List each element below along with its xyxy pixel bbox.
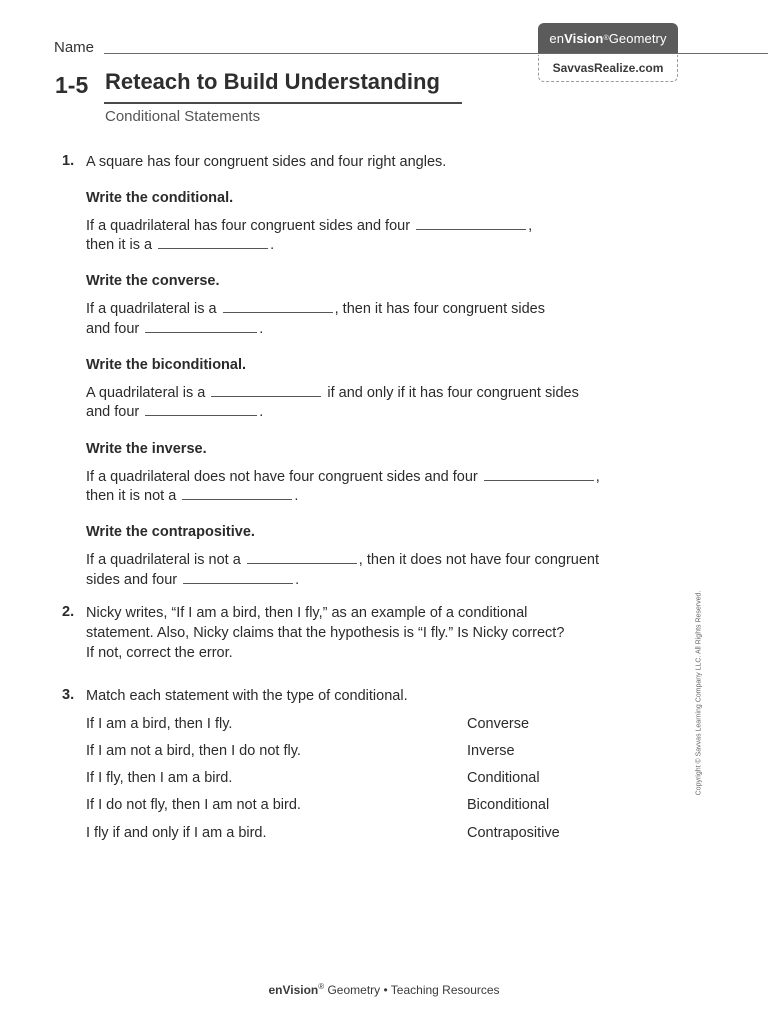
inverse-text-2b: . [294, 488, 299, 504]
page-title: Reteach to Build Understanding [105, 69, 440, 94]
inverse-heading: Write the inverse. [86, 441, 207, 457]
brand-en: en [549, 30, 565, 46]
inverse-line-2 [86, 486, 298, 506]
name-label: Name [54, 39, 95, 56]
converse-heading: Write the converse. [86, 273, 220, 289]
biconditional-heading: Write the biconditional. [86, 357, 247, 373]
q3-statement-1: If I am a bird, then I fly. [86, 716, 233, 732]
footer-brand: enVision [268, 983, 319, 997]
converse-text-2b: . [259, 321, 264, 337]
contrapositive-heading: Write the contrapositive. [86, 524, 255, 540]
inverse-blank-1[interactable] [484, 479, 594, 481]
contrapositive-line-2 [86, 570, 299, 590]
conditional-text-2a: then it is a [86, 237, 153, 253]
footer-mark: ® [318, 982, 325, 991]
q2-line-3: If not, correct the error. [86, 645, 233, 661]
name-write-line[interactable] [104, 53, 538, 54]
biconditional-text-2a: and four [86, 404, 140, 420]
inverse-line-1 [86, 467, 600, 487]
biconditional-text-1a: A quadrilateral is a [86, 385, 206, 401]
q2-line-1: Nicky writes, “If I am a bird, then I fly,” as an example of a conditional [86, 605, 528, 621]
savvas-realize-link[interactable]: SavvasRealize.com [538, 55, 678, 82]
converse-blank-1[interactable] [223, 311, 333, 313]
contrapositive-text-1a: If a quadrilateral is not a [86, 552, 241, 568]
conditional-blank-2[interactable] [158, 247, 268, 249]
q3-number: 3. [62, 687, 75, 703]
contrapositive-text-1b: , then it does not have four congruent [358, 552, 600, 568]
conditional-text-1b: , [528, 218, 533, 234]
biconditional-text-2b: . [259, 404, 264, 420]
q3-statement-3: If I fly, then I am a bird. [86, 770, 233, 786]
q1-number: 1. [62, 153, 75, 169]
q1-prompt: A square has four congruent sides and four right angles. [86, 154, 447, 170]
contrapositive-line-1 [86, 550, 599, 570]
lesson-number: 1-5 [55, 72, 89, 98]
contrapositive-blank-2[interactable] [183, 582, 293, 584]
contrapositive-blank-1[interactable] [247, 562, 357, 564]
q3-type-5: Contrapositive [467, 825, 560, 841]
biconditional-blank-1[interactable] [211, 395, 321, 397]
q2-number: 2. [62, 604, 75, 620]
inverse-text-2a: then it is not a [86, 488, 177, 504]
contrapositive-text-2b: . [295, 572, 300, 588]
brand-vision: Vision [564, 30, 604, 46]
page-subtitle: Conditional Statements [105, 108, 261, 125]
q3-statement-2: If I am not a bird, then I do not fly. [86, 743, 301, 759]
converse-text-2a: and four [86, 321, 140, 337]
biconditional-line-2 [86, 402, 263, 422]
q3-statement-4: If I do not fly, then I am not a bird. [86, 797, 301, 813]
biconditional-line-1 [86, 383, 579, 403]
inverse-text-1b: , [595, 469, 600, 485]
biconditional-text-1b: if and only if it has four congruent sides [327, 385, 579, 401]
copyright-notice: Copyright © Savvas Learning Company LLC. All Rights Reserved. [695, 590, 703, 796]
brand-product: Geometry [608, 30, 667, 46]
q3-type-4: Biconditional [467, 797, 550, 813]
conditional-text-1a: If a quadrilateral has four congruent sides and four [86, 218, 411, 234]
conditional-heading: Write the conditional. [86, 190, 234, 206]
converse-text-1b: , then it has four congruent sides [334, 301, 545, 317]
q3-prompt: Match each statement with the type of conditional. [86, 688, 408, 704]
conditional-text-2b: . [270, 237, 275, 253]
title-underline [104, 102, 462, 104]
conditional-line-1 [86, 216, 532, 236]
conditional-blank-1[interactable] [416, 228, 526, 230]
header-rule [538, 53, 768, 54]
q3-type-1: Converse [467, 716, 530, 732]
converse-line-2 [86, 319, 263, 339]
q3-type-3: Conditional [467, 770, 540, 786]
q3-type-2: Inverse [467, 743, 515, 759]
conditional-line-2 [86, 235, 274, 255]
brand-mark: ® [603, 34, 609, 42]
converse-blank-2[interactable] [145, 331, 257, 333]
contrapositive-text-2a: sides and four [86, 572, 178, 588]
page-footer [0, 982, 768, 997]
q2-line-2: statement. Also, Nicky claims that the hypothesis is “I fly.” Is Nicky correct? [86, 625, 565, 641]
footer-text: Geometry • Teaching Resources [324, 983, 500, 997]
envision-geometry-logo [538, 23, 678, 53]
inverse-text-1a: If a quadrilateral does not have four congruent sides and four [86, 469, 478, 485]
biconditional-blank-2[interactable] [145, 414, 257, 416]
inverse-blank-2[interactable] [182, 498, 292, 500]
converse-text-1a: If a quadrilateral is a [86, 301, 217, 317]
q3-statement-5: I fly if and only if I am a bird. [86, 825, 267, 841]
converse-line-1 [86, 299, 545, 319]
